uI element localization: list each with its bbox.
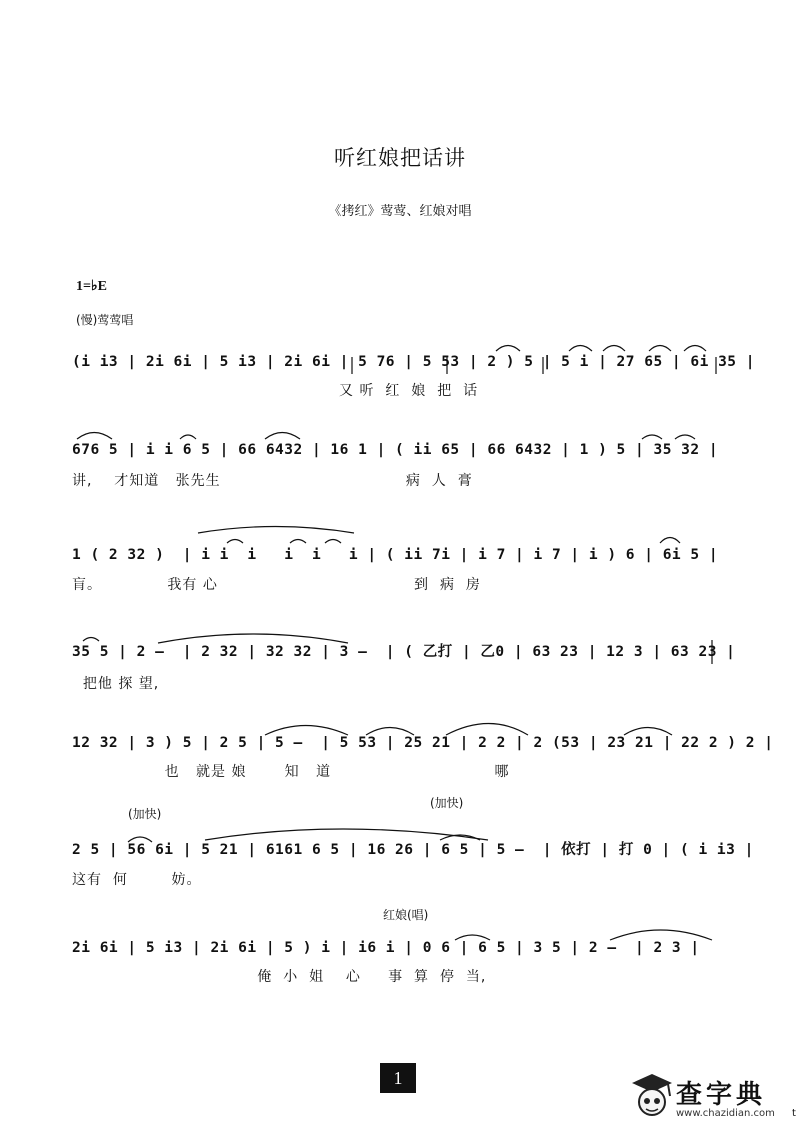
- staff-1-notes: (i i3 | 2i 6i | 5 i3 | 2i 6i | 5 76 | 5 53 | 2 ) 5 | 5 i | 27 65 | 6i 35 |: [72, 354, 756, 370]
- page-title: 听红娘把话讲: [334, 146, 466, 170]
- staff-6-lyrics: 这有 何 妨。: [72, 872, 202, 888]
- staff-3-lyrics: 肓。 我有 心 到 病 房: [72, 577, 481, 593]
- staff-5-notes: 12 32 | 3 ) 5 | 2 5 | 5 — | 5 53 | 25 21 | 2 2 | 2 (53 | 23 21 | 22 2 ) 2 |: [72, 735, 774, 751]
- staff-7-lyrics: 俺 小 姐 心 事 算 停 当,: [72, 969, 487, 985]
- tempo-marking-accelerando-2: (加快): [430, 796, 464, 810]
- staff-4-notes: 35 5 | 2 — | 2 32 | 32 32 | 3 — | ( 乙打 | 乙0 | 63 23 | 12 3 | 63 23 |: [72, 644, 736, 660]
- page-number: 1: [380, 1063, 416, 1093]
- tempo-marking-accelerando-1: (加快): [128, 807, 162, 821]
- page-subtitle: 《拷红》莺莺、红娘对唱: [328, 204, 472, 219]
- staff-3-notes: 1 ( 2 32 ) | i i i i i i | ( ii 7i | i 7 | i 7 | i ) 6 | 6i 5 |: [72, 547, 719, 563]
- edge-mark: t: [792, 1108, 796, 1119]
- watermark-title: 查字典: [676, 1080, 767, 1110]
- staff-2-lyrics: 讲, 才知道 张先生 病 人 膏: [72, 473, 473, 489]
- scholar-mascot-icon: [628, 1070, 676, 1122]
- singer-marking: 红娘(唱): [383, 908, 429, 922]
- key-signature: 1=♭E: [76, 279, 107, 294]
- staff-1-lyrics: 又 听 红 娘 把 话: [72, 383, 479, 399]
- staff-4-lyrics: 把他 探 望,: [72, 676, 160, 692]
- staff-7-notes: 2i 6i | 5 i3 | 2i 6i | 5 ) i | i6 i | 0 6 | 6 5 | 3 5 | 2 — | 2 3 |: [72, 940, 700, 956]
- staff-5-lyrics: 也 就是 娘 知 道 哪: [72, 764, 510, 780]
- staff-2-notes: 676 5 | i i 6 5 | 66 6432 | 16 1 | ( ii 65 | 66 6432 | 1 ) 5 | 35 32 |: [72, 442, 719, 458]
- staff-6-notes: 2 5 | 56 6i | 5 21 | 6161 6 5 | 16 26 | 6 5 | 5 — | 依打 | 打 0 | ( i i3 |: [72, 842, 754, 858]
- watermark-url: www.chazidian.com: [676, 1108, 775, 1119]
- tempo-marking: (慢)莺莺唱: [76, 313, 134, 327]
